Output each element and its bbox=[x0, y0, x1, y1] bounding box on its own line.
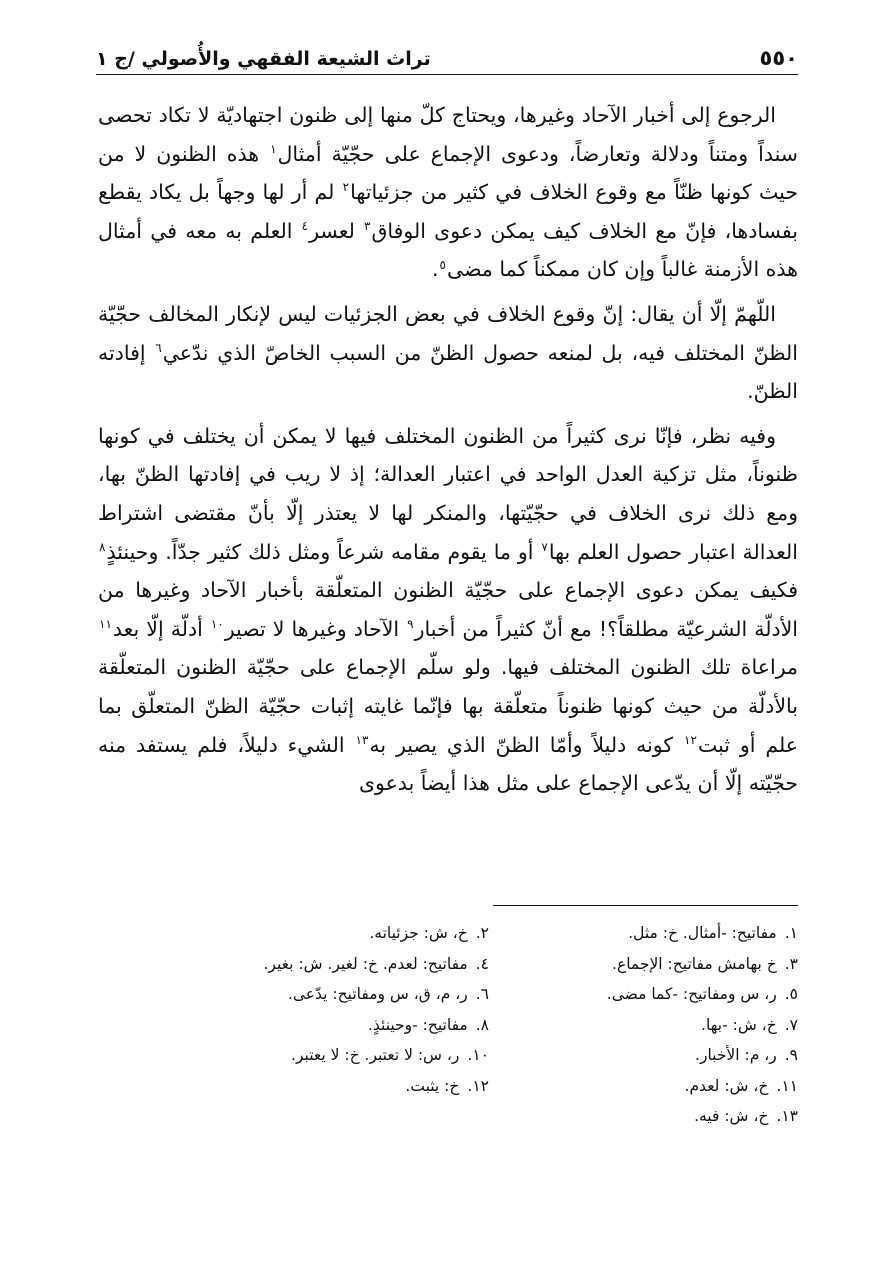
text-run: هذه الظنون لا من حيث كونها ظنّاً مع وقوع الخلاف في كثير من جزئياتها bbox=[98, 141, 798, 205]
footnote-reference: ٢ bbox=[342, 180, 350, 195]
footnote-reference: ٩ bbox=[407, 616, 414, 631]
footnote-text: مفاتيح: لعدم. خ: لغير. ش: بغير. bbox=[263, 954, 468, 973]
footnote-item bbox=[180, 949, 489, 980]
text-run: الشيء دليلاً، فلم يستفد منه حجّيّته إلّا أن يدّعى الإجماع على مثل هذا أيضاً بدعوى bbox=[98, 732, 798, 796]
footnote-number: ١٠. bbox=[467, 1046, 489, 1064]
footnote-number: ٣. bbox=[784, 954, 798, 973]
page-header bbox=[96, 38, 798, 70]
footnote-text: مفاتيح: -أمثال. خ: مثل. bbox=[628, 924, 777, 942]
paragraph bbox=[98, 295, 798, 411]
footnote-item bbox=[180, 1071, 489, 1102]
footnote-text: ر، م: الأخبار. bbox=[695, 1046, 777, 1064]
footnote-text: خ، ش: جزئياته. bbox=[369, 924, 468, 942]
text-run: وفيه نظر، فإنّا نرى كثيراً من الظنون المختلف فيها لا يمكن أن يختلف في كونها ظنوناً، مثل تزكية العدل الواحد في اعتبار العدالة؛ إذ لا ريب في إفادتها الظنّ بها، ومع ذلك نرى الخلاف في حجّيّتها، والمنكر لها لا يعتذر إلّا بأنّ مقتضى اشتراط العدالة اعتبار حصول العلم بها bbox=[98, 423, 798, 564]
footnote-reference: ٦ bbox=[155, 340, 162, 355]
footnote-reference: ٥ bbox=[439, 257, 446, 272]
footnote-item bbox=[489, 1040, 798, 1071]
footnote-text: مفاتيح: -وحينئذٍ. bbox=[367, 1015, 468, 1034]
footnote-reference: ١٠ bbox=[210, 616, 224, 631]
text-run: لم أر لها وجهاً بل يكاد يقطع بفسادها، فإنّ مع الخلاف كيف يمكن دعوى الوفاق bbox=[98, 180, 798, 243]
running-title: تراث الشيعة الفقهي والأُصولي /ج ١ bbox=[96, 48, 431, 70]
footnote-number: ٢. bbox=[475, 924, 489, 942]
footnote-number: ١٢. bbox=[467, 1076, 489, 1095]
footnote-item bbox=[180, 979, 489, 1010]
header-divider bbox=[96, 74, 798, 75]
footnote-number: ٩. bbox=[784, 1046, 798, 1064]
footnote-item bbox=[489, 979, 798, 1010]
text-run: أو ما يقوم مقامه شرعاً ومثل ذلك كثير جدّاً. وحينئذٍ bbox=[106, 539, 541, 564]
footnote-item bbox=[180, 918, 489, 949]
footnote-text: خ، ش: لعدم. bbox=[684, 1076, 769, 1095]
footnote-item bbox=[180, 1040, 489, 1071]
footnote-reference: ٣ bbox=[364, 218, 371, 233]
footnote-item bbox=[489, 1101, 798, 1132]
footnote-reference: ١١ bbox=[99, 616, 112, 631]
page-number: ٥٥٠ bbox=[759, 46, 798, 70]
text-run: مراعاة تلك الظنون المختلف فيها. ولو سلّم الإجماع على حجّيّة الظنون المتعلّقة بالأدلّة من حيث كونها ظنوناً متعلّقة بها فإنّما غايته إثبات حجّيّة الظنّ المتعلّق بما علم أو ثبت bbox=[98, 655, 798, 757]
footnote-number: ٥. bbox=[784, 985, 798, 1003]
text-run: الآحاد وغيرها لا تصير bbox=[224, 616, 407, 641]
footnote-reference: ٨ bbox=[99, 539, 106, 554]
footnotes bbox=[180, 918, 798, 1132]
footnote-number: ١. bbox=[784, 924, 798, 942]
footnote-text: خ بهامش مفاتيح: الإجماع. bbox=[612, 954, 777, 973]
text-run: أدلّة إلّا بعد bbox=[112, 616, 210, 641]
text-run: فكيف يمكن دعوى الإجماع على حجّيّة الظنون المتعلّقة بأخبار الآحاد وغيرها من الأدلّة الشرعيّة مطلقاً؟! مع أنّ كثيراً من أخبار bbox=[98, 578, 798, 641]
footnote-item bbox=[489, 1010, 798, 1041]
footnote-reference: ١٣ bbox=[355, 732, 369, 747]
footnote-reference: ١٢ bbox=[684, 732, 697, 747]
footnote-number: ٧. bbox=[784, 1015, 798, 1034]
footnote-text: خ، ش: -بها. bbox=[701, 1015, 777, 1034]
footnote-text: ر، س: لا تعتبر. خ: لا يعتبر. bbox=[291, 1046, 460, 1064]
footnote-reference: ٧ bbox=[541, 539, 548, 554]
footnote-number: ٤. bbox=[475, 954, 489, 973]
footnote-text: خ، ش: فيه. bbox=[694, 1107, 769, 1125]
footnote-item bbox=[489, 918, 798, 949]
footnote-number: ٦. bbox=[475, 985, 489, 1003]
footnote-text: خ: يثبت. bbox=[405, 1076, 460, 1095]
footnote-reference: ١ bbox=[270, 141, 277, 156]
footnote-item bbox=[489, 949, 798, 980]
footnote-number: ١٣. bbox=[776, 1107, 798, 1125]
footnote-divider bbox=[493, 905, 798, 906]
paragraph bbox=[98, 417, 798, 803]
footnote-item bbox=[180, 1010, 489, 1041]
text-run: . bbox=[432, 257, 439, 282]
footnote-reference: ٤ bbox=[301, 218, 309, 233]
footnote-text: ر، س ومفاتيح: -كما مضى. bbox=[606, 985, 777, 1003]
main-text bbox=[98, 96, 798, 803]
text-run: الرجوع إلى أخبار الآحاد وغيرها، ويحتاج كلّ منها إلى ظنون اجتهاديّة لا تكاد تحصى سنداً ومتناً ودلالة وتعارضاً، ودعوى الإجماع على حجّيّة أمثال bbox=[98, 103, 798, 166]
text-run: لعسر bbox=[309, 218, 364, 243]
paragraph bbox=[98, 96, 798, 289]
footnote-number: ٨. bbox=[475, 1015, 489, 1034]
text-run: اللّهمّ إلّا أن يقال: إنّ وقوع الخلاف في بعض الجزئيات ليس لإنكار المخالف حجّيّة الظنّ المختلف فيه، بل لمنعه حصول الظنّ من السبب الخاصّ الذي ندّعي bbox=[98, 301, 798, 365]
text-run: إفادته الظنّ. bbox=[98, 340, 798, 404]
footnote-number: ١١. bbox=[776, 1076, 798, 1095]
footnote-item bbox=[489, 1071, 798, 1102]
text-run: العلم به معه في أمثال هذه الأزمنة غالباً وإن كان ممكناً كما مضى bbox=[98, 218, 798, 282]
footnote-text: ر، م، ق، س ومفاتيح: يدّعى. bbox=[287, 985, 468, 1003]
text-run: كونه دليلاً وأمّا الظنّ الذي يصير به bbox=[369, 732, 684, 757]
